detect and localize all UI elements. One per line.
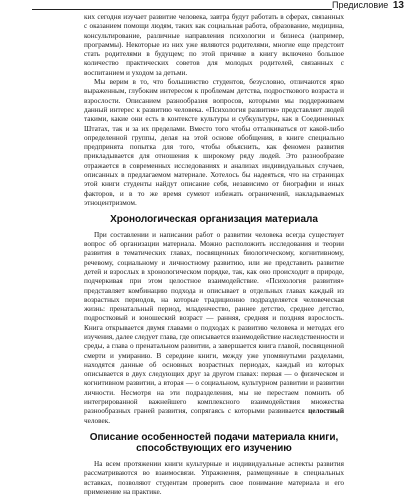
section-label: Предисловие bbox=[332, 0, 389, 10]
page-header bbox=[0, 0, 420, 13]
paragraph: ких сегодня изучает развитие человека, завтра будут работать в сферах, связанных с оказанием помощи людям, таких как социальная работа, образование, медицина, консультирование, различные направления психологии и бизнеса (например, программы). Некоторые из них уже являются родителями, многие еще предстоит стать родителями в будущем; по этой причине в книгу включено большое количество практических советов для молодых родителей, связанных с воспитанием и уходом за детьми. bbox=[84, 13, 344, 77]
section-heading: Хронологическая организация материала bbox=[110, 214, 318, 226]
header-rule bbox=[32, 9, 344, 10]
paragraph-end: человек. bbox=[84, 416, 111, 425]
paragraph: На всем протяжении книги культурные и индивидуальные аспекты развития рассматриваются во взаимосвязи. Упражнения, размещенные в специальных вставках, позволяют студентам проверить свое понимание материала и его применение на практике. bbox=[84, 459, 344, 496]
page-number: 13 bbox=[392, 0, 404, 11]
page-body bbox=[84, 13, 344, 497]
section-heading: Описание особенностей подачи материала книги, способствующих его изучению bbox=[89, 431, 339, 455]
paragraph: Мы верим в то, что большинство студентов, безусловно, отличаются ярко выраженным, глубоким интересом к проблемам детства, подросткового возраста и взрослости. Описанием разнообразия вопросов, которыми мы поддерживаем данный интерес к развитию человека. «Психология развития» представляет людей такими, какие они есть в контексте культуры и субкультуры, как в Соединенных Штатах, так и за их пределами. Вместо того чтобы отталкиваться от какой-либо определенной группы, делая на этой основе обобщения, в книге специально предпринята попытка для того, чтобы объяснить, как феномен развития прикладывается для отношения к широкому ряду людей. Это разнообразие отражается в современных исследованиях и анализах индивидуальных случаев, описанных в предлагаемом материале. Хотелось бы надеяться, что на страницах этой книги студенты найдут описание себя, независимо от биографии и иных факторов, и в то же время сумеют избежать ограничений, накладываемых этноцентризмом. bbox=[84, 78, 344, 207]
paragraph bbox=[84, 231, 344, 426]
bold-word: целостный bbox=[308, 407, 344, 416]
paragraph-text: При составлении и написании работ о развитии человека всегда существует вопрос об организации материала. Можно расположить исследования и теории развития в тематических главах, посвященных биологическому, когнитивному, речевому, социальному и личностному развитию, или же представить развитие детей и взрослых в хронологическом порядке, так, как оно происходит в природе, подчеркивая при этом целостное взаимодействие. «Психология развития» представляет комбинацию подхода и описывает в отдельных главах каждый из возрастных периодов, на которые традиционно подразделяется человеческая жизнь: пренатальный период, младенчество, раннее детство, среднее детство, подростковый и юношеский возраст — ранняя, средняя и поздняя взрослость. Книга открывается двумя главами о подходах к развитию человека и методах его изучения, далее следует глава, где описывается взаимодействие наследственности и среды, а глава о пренатальном развитии, а завершается книга главой, посвященной смерти и умиранию. В середине книги, между уже упомянутыми разделами, находятся данные об основных возрастных периодах, каждый из которых описывается в двух следующих друг за другом главах: первая — о физическом и когнитивном развитии, а вторая — о социальном, культурном развитии и развитии личности. Несмотря на эти подразделения, мы не перестаем помнить об интегрированной важнейшего комплексного взаимодействия множества разнообразных граней развития, сопрягаясь с которыми развивается bbox=[84, 230, 344, 416]
